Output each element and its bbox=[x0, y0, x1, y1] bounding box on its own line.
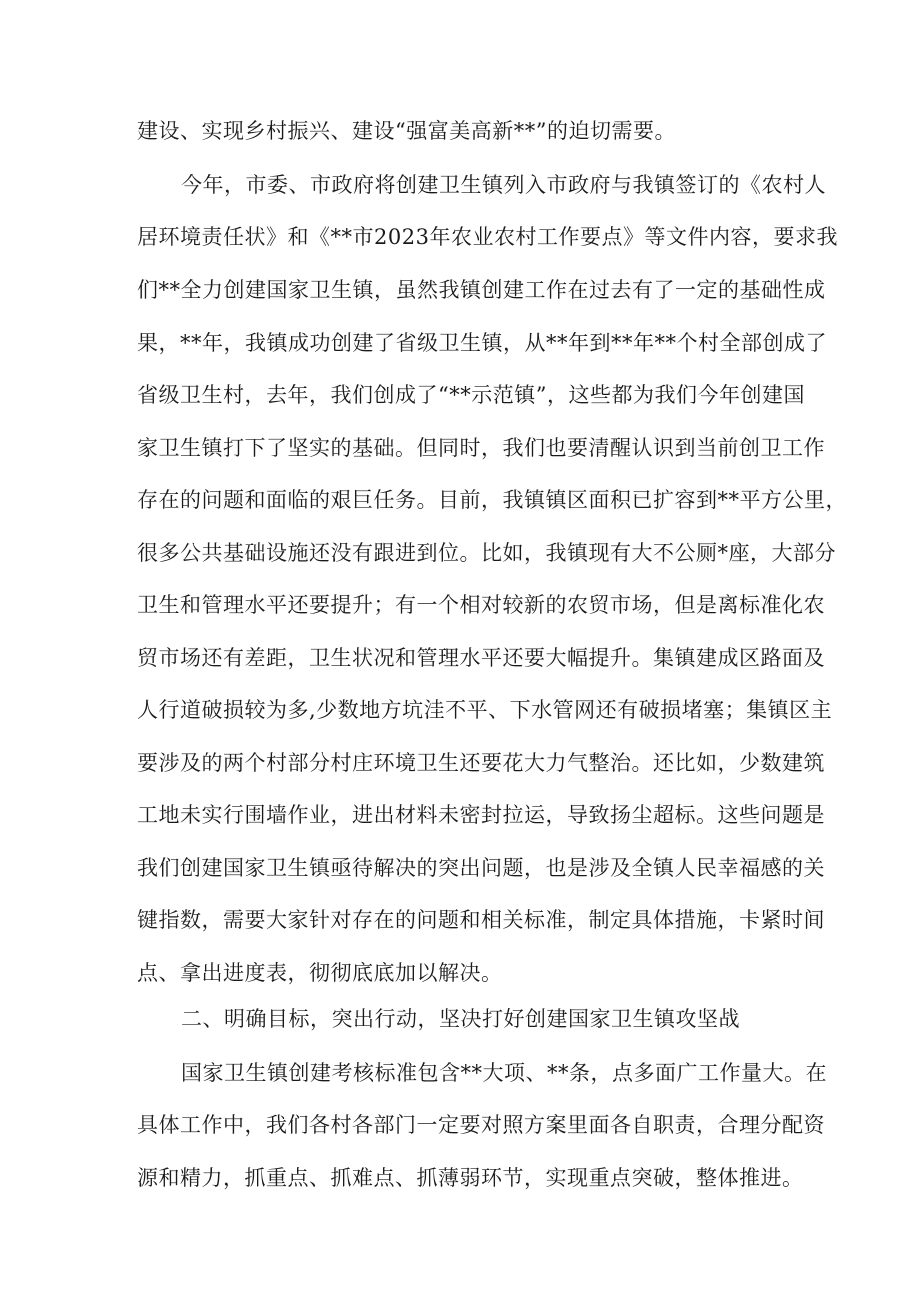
paragraph-2-line-11: 人行道破损较为多,少数地方坑洼不平、下水管网还有破损堵塞；集镇区主 bbox=[137, 698, 833, 722]
paragraph-2-line-1: 今年，市委、市政府将创建卫生镇列入市政府与我镇签订的《农村人 bbox=[181, 173, 826, 197]
paragraph-2-line-6: 家卫生镇打下了坚实的基础。但同时，我们也要清醒认识到当前创卫工作 bbox=[137, 436, 825, 460]
paragraph-2-line-7: 存在的问题和面临的艰巨任务。目前，我镇镇区面积已扩容到**平方公里， bbox=[137, 488, 847, 512]
paragraph-2-line-3: 们**全力创建国家卫生镇，虽然我镇创建工作在过去有了一定的基础性成 bbox=[137, 278, 826, 302]
paragraph-3-line-3: 源和精力，抓重点、抓难点、抓薄弱环节，实现重点突破，整体推进。 bbox=[137, 1166, 804, 1190]
paragraph-2-line-4: 果，**年，我镇成功创建了省级卫生镇，从**年到**年**个村全部创成了 bbox=[137, 331, 827, 355]
paragraph-2-line-15: 键指数，需要大家针对存在的问题和相关标准，制定具体措施，卡紧时间 bbox=[137, 908, 825, 932]
paragraph-2-line-13: 工地未实行围墙作业，进出材料未密封拉运，导致扬尘超标。这些问题是 bbox=[137, 803, 825, 827]
paragraph-3-line-2: 具体工作中，我们各村各部门一定要对照方案里面各自职责，合理分配资 bbox=[137, 1113, 825, 1137]
paragraph-2-line-12: 要涉及的两个村部分村庄环境卫生还要花大力气整治。还比如，少数建筑 bbox=[137, 751, 825, 775]
paragraph-2-line-5: 省级卫生村，去年，我们创成了“**示范镇”，这些都为我们今年创建国 bbox=[137, 383, 805, 407]
section-heading-2: 二、明确目标，突出行动，坚决打好创建国家卫生镇攻坚战 bbox=[181, 1007, 740, 1031]
paragraph-2-line-16: 点、拿出进度表，彻彻底底加以解决。 bbox=[137, 961, 503, 985]
paragraph-1-line-1: 建设、实现乡村振兴、建设“强富美高新**”的迫切需要。 bbox=[137, 119, 676, 143]
paragraph-2-line-2: 居环境责任状》和《**市2023年农业农村工作要点》等文件内容，要求我 bbox=[137, 225, 838, 249]
paragraph-3-line-1: 国家卫生镇创建考核标准包含**大项、**条，点多面广工作量大。在 bbox=[181, 1061, 827, 1085]
paragraph-2-line-10: 贸市场还有差距，卫生状况和管理水平还要大幅提升。集镇建成区路面及 bbox=[137, 646, 825, 670]
paragraph-2-line-8: 很多公共基础设施还没有跟进到位。比如，我镇现有大不公厕*座，大部分 bbox=[137, 541, 836, 565]
paragraph-2-line-9: 卫生和管理水平还要提升；有一个相对较新的农贸市场，但是离标准化农 bbox=[137, 593, 825, 617]
paragraph-2-line-14: 我们创建国家卫生镇亟待解决的突出问题，也是涉及全镇人民幸福感的关 bbox=[137, 856, 825, 880]
